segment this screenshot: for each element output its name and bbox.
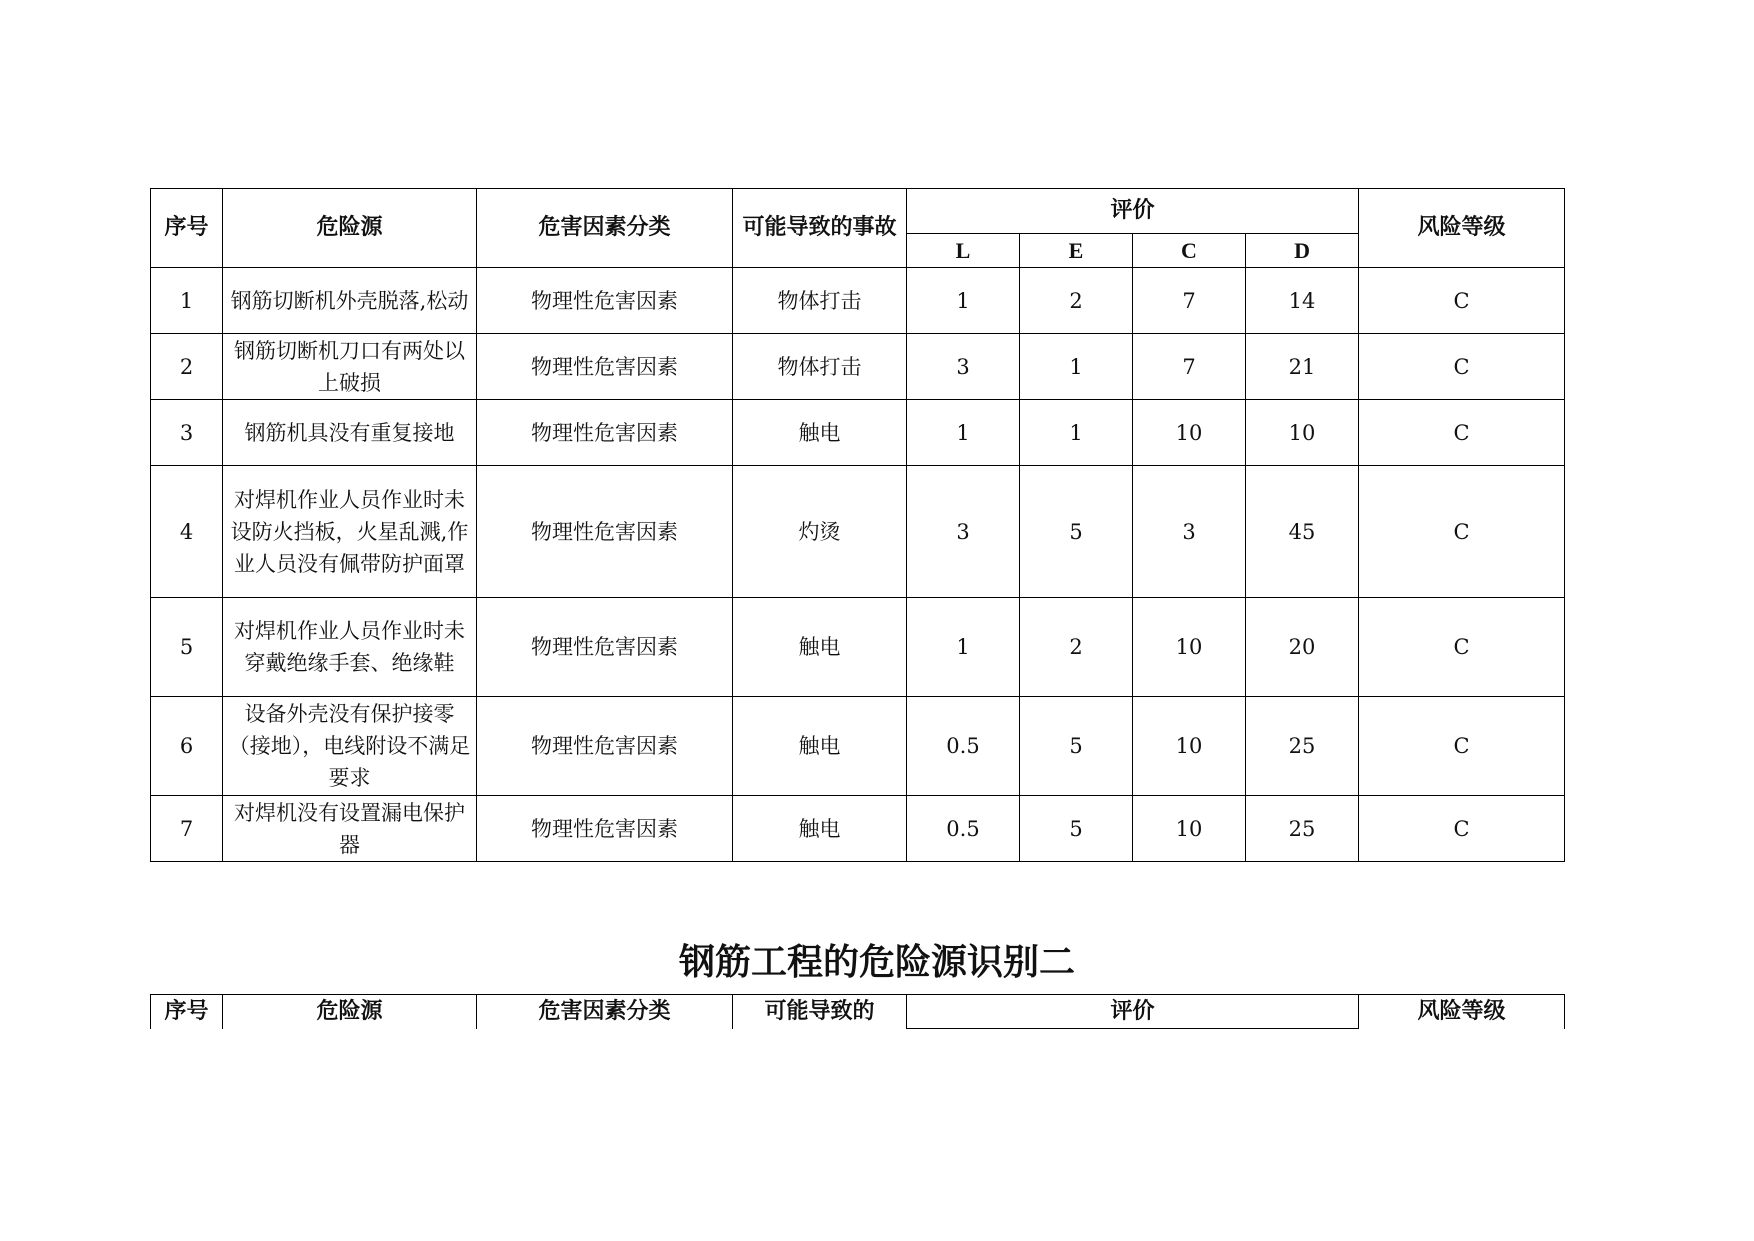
header-accident: 可能导致的 [733, 995, 907, 1029]
cell-hazard: 对焊机作业人员作业时未设防火挡板，火星乱溅,作业人员没有佩带防护面罩 [223, 466, 477, 598]
header-risk-level: 风险等级 [1359, 189, 1565, 268]
table-row [151, 697, 1565, 796]
table-row [151, 268, 1565, 334]
cell-risk: C [1359, 598, 1565, 697]
hazard-table [150, 188, 1565, 862]
table-row [151, 598, 1565, 697]
header-risk-level: 风险等级 [1359, 995, 1565, 1029]
cell-hazard: 设备外壳没有保护接零（接地），电线附设不满足要求 [223, 697, 477, 796]
cell-e: 5 [1020, 466, 1133, 598]
cell-c: 3 [1133, 466, 1246, 598]
cell-l: 1 [907, 598, 1020, 697]
cell-no: 3 [151, 400, 223, 466]
cell-l: 0.5 [907, 796, 1020, 862]
cell-accident: 物体打击 [733, 268, 907, 334]
cell-accident: 触电 [733, 400, 907, 466]
table-row [151, 466, 1565, 598]
table-row [151, 334, 1565, 400]
cell-l: 1 [907, 400, 1020, 466]
cell-e: 5 [1020, 796, 1133, 862]
cell-category: 物理性危害因素 [477, 400, 733, 466]
cell-category: 物理性危害因素 [477, 796, 733, 862]
cell-d: 20 [1246, 598, 1359, 697]
cell-accident: 触电 [733, 796, 907, 862]
cell-category: 物理性危害因素 [477, 268, 733, 334]
cell-category: 物理性危害因素 [477, 697, 733, 796]
header-hazard: 危险源 [223, 189, 477, 268]
cell-category: 物理性危害因素 [477, 334, 733, 400]
hazard-table-continued [150, 994, 1565, 1029]
header-evaluation: 评价 [907, 995, 1359, 1029]
section-title: 钢筋工程的危险源识别二 [678, 941, 1075, 983]
cell-no: 1 [151, 268, 223, 334]
header-category: 危害因素分类 [477, 995, 733, 1029]
cell-hazard: 对焊机没有设置漏电保护器 [223, 796, 477, 862]
cell-no: 2 [151, 334, 223, 400]
cell-accident: 灼烫 [733, 466, 907, 598]
cell-risk: C [1359, 334, 1565, 400]
cell-risk: C [1359, 400, 1565, 466]
header-l: L [907, 234, 1020, 268]
cell-accident: 物体打击 [733, 334, 907, 400]
cell-d: 25 [1246, 697, 1359, 796]
cell-l: 1 [907, 268, 1020, 334]
cell-e: 2 [1020, 268, 1133, 334]
cell-no: 6 [151, 697, 223, 796]
cell-hazard: 钢筋切断机刀口有两处以上破损 [223, 334, 477, 400]
cell-l: 3 [907, 466, 1020, 598]
cell-no: 4 [151, 466, 223, 598]
cell-e: 1 [1020, 400, 1133, 466]
cell-risk: C [1359, 697, 1565, 796]
cell-c: 10 [1133, 697, 1246, 796]
header-d: D [1246, 234, 1359, 268]
table-row [151, 400, 1565, 466]
cell-hazard: 钢筋切断机外壳脱落,松动 [223, 268, 477, 334]
cell-category: 物理性危害因素 [477, 598, 733, 697]
cell-c: 10 [1133, 598, 1246, 697]
header-e: E [1020, 234, 1133, 268]
cell-e: 2 [1020, 598, 1133, 697]
header-c: C [1133, 234, 1246, 268]
cell-l: 3 [907, 334, 1020, 400]
cell-no: 5 [151, 598, 223, 697]
header-hazard: 危险源 [223, 995, 477, 1029]
cell-category: 物理性危害因素 [477, 466, 733, 598]
cell-no: 7 [151, 796, 223, 862]
header-accident: 可能导致的事故 [733, 189, 907, 268]
cell-c: 10 [1133, 400, 1246, 466]
cell-l: 0.5 [907, 697, 1020, 796]
cell-c: 7 [1133, 334, 1246, 400]
cell-risk: C [1359, 796, 1565, 862]
cell-e: 1 [1020, 334, 1133, 400]
table-row [151, 796, 1565, 862]
cell-d: 25 [1246, 796, 1359, 862]
cell-d: 45 [1246, 466, 1359, 598]
cell-accident: 触电 [733, 697, 907, 796]
header-no: 序号 [151, 995, 223, 1029]
cell-c: 7 [1133, 268, 1246, 334]
cell-risk: C [1359, 268, 1565, 334]
cell-e: 5 [1020, 697, 1133, 796]
cell-c: 10 [1133, 796, 1246, 862]
cell-d: 10 [1246, 400, 1359, 466]
header-evaluation: 评价 [907, 189, 1359, 234]
header-no: 序号 [151, 189, 223, 268]
cell-d: 21 [1246, 334, 1359, 400]
cell-hazard: 对焊机作业人员作业时未穿戴绝缘手套、绝缘鞋 [223, 598, 477, 697]
cell-hazard: 钢筋机具没有重复接地 [223, 400, 477, 466]
cell-d: 14 [1246, 268, 1359, 334]
cell-risk: C [1359, 466, 1565, 598]
header-category: 危害因素分类 [477, 189, 733, 268]
cell-accident: 触电 [733, 598, 907, 697]
